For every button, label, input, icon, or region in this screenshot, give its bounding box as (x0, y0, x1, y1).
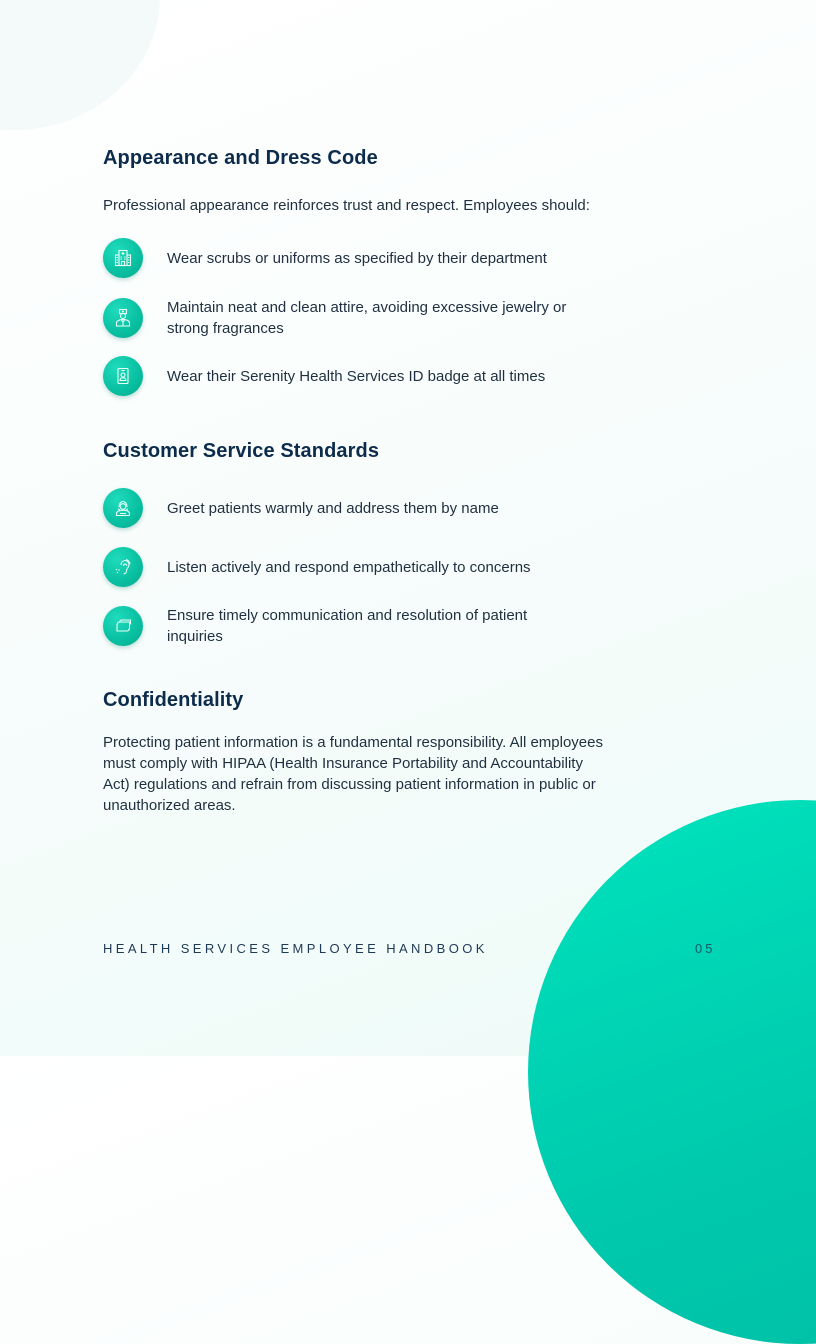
page-number: 05 (695, 941, 716, 956)
id-badge-icon (103, 356, 143, 396)
list-item-text: Greet patients warmly and address them by name (167, 499, 499, 517)
section-title-confidentiality: Confidentiality (103, 689, 244, 711)
list-item (103, 488, 623, 528)
list-item (103, 605, 623, 647)
list-item-text: Listen actively and respond empathetically to concerns (167, 558, 531, 576)
list-item (103, 297, 623, 339)
list-item (103, 547, 623, 587)
list-item-text: Wear scrubs or uniforms as specified by their department (167, 249, 547, 267)
hospital-building-icon (103, 238, 143, 278)
hearing-ear-icon (103, 547, 143, 587)
confidentiality-body: Protecting patient information is a fundamental responsibility. All employees must comply with HIPAA (Health Insurance Portability and Accountability Act) regulations and refrain from discussing patient information in public or unauthorized areas. (103, 734, 603, 814)
section-title-customer-service: Customer Service Standards (103, 440, 380, 462)
nurse-uniform-icon (103, 298, 143, 338)
list-item-text: Ensure timely communication and resolution of patient inquiries (167, 607, 528, 645)
decorative-circle-top-left (0, 0, 160, 130)
list-item-text: Wear their Serenity Health Services ID badge at all times (167, 367, 546, 385)
list-item (103, 356, 623, 396)
footer-handbook-title: HEALTH SERVICES EMPLOYEE HANDBOOK (103, 941, 488, 956)
list-item (103, 238, 623, 278)
patient-greeting-icon (103, 488, 143, 528)
decorative-circle-bottom-right (528, 800, 816, 1344)
list-item-text: Maintain neat and clean attire, avoiding excessive jewelry or strong fragrances (167, 299, 567, 337)
appearance-intro: Professional appearance reinforces trust and respect. Employees should: (103, 197, 590, 214)
section-title-appearance: Appearance and Dress Code (103, 147, 378, 169)
chat-bubble-icon (103, 606, 143, 646)
